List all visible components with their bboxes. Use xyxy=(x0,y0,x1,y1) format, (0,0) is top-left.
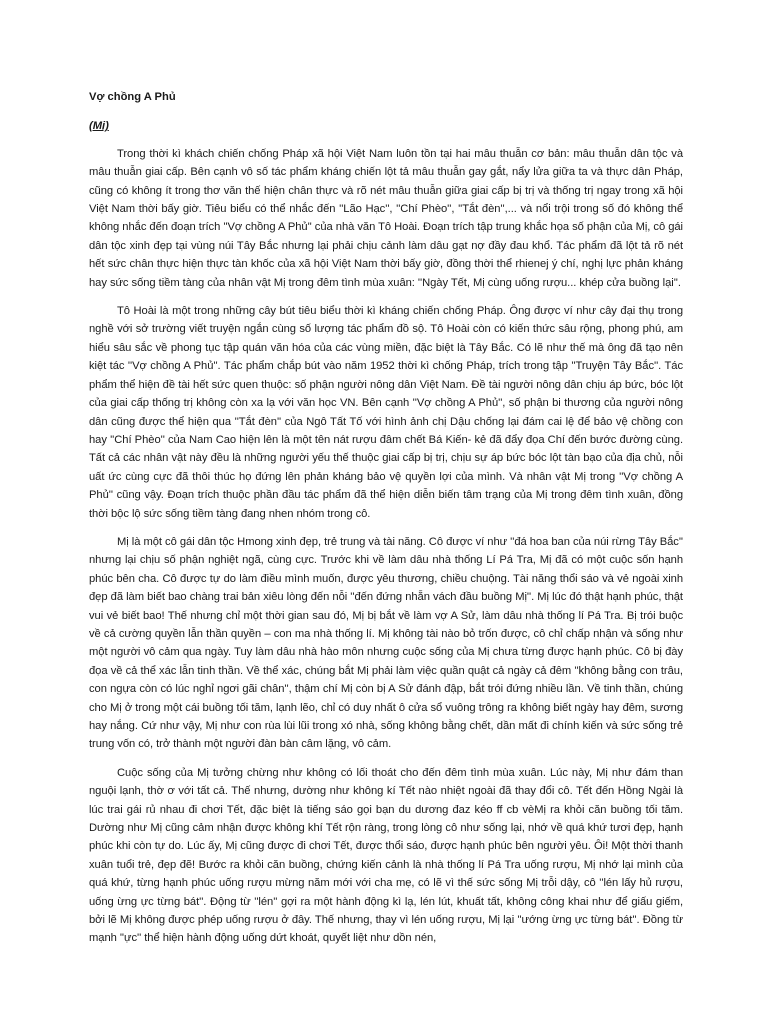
document-title: Vợ chồng A Phủ xyxy=(89,91,176,103)
paragraph-4: Cuộc sống của Mị tưởng chừng như không có lối thoát cho đến đêm tình mùa xuân. Lúc này, Mị như đám than nguội lạnh, thờ ơ với tất cả. Thế nhưng, dường như không kí Tết nào nhiệt ngoài đã thay đổi cô. Tết đến Hồng Ngài là lúc trai gái rủ nhau đi chơi Tết, đặc biệt là tiếng sáo gọi bạn du dương đaz kéo ff cb vèMị ra khỏi căn buồng tối tăm. Dường như Mị cũng cảm nhận được không khí Tết rộn ràng, trong lòng cô như sống lại, nhớ về quá khứ tươi đẹp, hạnh phúc khi còn tự do. Lúc ấy, Mị cũng được đi chơi Tết, được thổi sáo, được hạnh phúc bên người yêu. Ôi! Một thời thanh xuân tuổi trẻ, đẹp đẽ! Bước ra khỏi căn buồng, chứng kiến cảnh là nhà thống lí Pá Tra uống rượu, Mị nhớ lại mình của quá khứ, từng hạnh phúc uống rượu mừng năm mới với cha mẹ, có lẽ vì thế sức sống Mị trỗi dậy, cô ''lén lấy hủ rượu, uống ừng ực từng bát''. Động từ ''lén'' gợi ra một hành động kì lạ, lén lút, khuất tất, không công khai như để giấu giếm, bởi lẽ Mị không được phép uống rượu ở đây. Thế nhưng, thay vì lén uống rượu, Mị lại ''ướng ừng ực từng bát''. Đồng từ mạnh ''ực'' thể hiện hành động uống dứt khoát, quyết liệt như dồn nén, xyxy=(89,766,683,945)
document-subtitle: (Mị) xyxy=(89,120,109,133)
paragraph-2: Tô Hoài là một trong những cây bút tiêu biểu thời kì kháng chiến chống Pháp. Ông được ví như cây đại thụ trong nghề với sở trường viết truyện ngắn cùng số lượng tác phẩm đồ sộ. Tô Hoài còn có kiến thức sâu rộng, phong phú, am hiểu sâu sắc về phong tục tập quán văn hóa của các vùng miền, đặc biệt là Tây Bắc. Có lẽ như thế mà ông đã tạo nên kiệt tác ''Vợ chồng A Phủ''. Tác phẩm chắp bút vào năm 1952 thời kì chống Pháp, trích trong tập ''Truyện Tây Bắc''. Tác phẩm thể hiện đề tài hết sức quen thuộc: số phận người nông dân Việt Nam. Đề tài người nông dân chịu áp bức, bóc lột của giai cấp thống trị không còn xa lạ với văn học VN. Bên cạnh ''Vợ chồng A Phủ'', số phận bi thương của người nông dân cũng được thể hiện qua ''Tắt đèn'' của Ngô Tất Tố với hình ảnh chị Dậu chống lại đám cai lệ để bảo vệ chồng con hay ''Chí Phèo'' của Nam Cao hiện lên là một tên nát rượu đâm chết Bá Kiến- kẻ đã đẩy đọa Chí đến bước đường cùng. Tất cả các nhân vật này đều là những người yếu thế thuộc giai cấp bị trị, chịu sự áp bức bóc lột tàn bạo của địa chủ, nỗi uất ức cùng cực đã thôi thúc họ đứng lên phản kháng bảo vệ quyền lợi của mình. Và nhân vật Mị trong ''Vợ chồng A Phủ'' cũng vậy. Đoạn trích thuộc phần đầu tác phẩm đã thể hiện diễn biến tâm trạng của Mị trong đêm tình xuân, đồng thời bộc lộ sức sống tiềm tàng đang nhen nhóm trong cô. xyxy=(89,305,683,520)
paragraph-3: Mị là một cô gái dân tộc Hmong xinh đẹp, trẻ trung và tài năng. Cô được ví như ''đá hoa ban của núi rừng Tây Bắc'' nhưng lại chịu số phận nghiệt ngã, cùng cực. Trước khi về làm dâu nhà thống Lí Pá Tra, Mị đã có một cuộc sốn hạnh phúc bên cha. Cô được tự do làm điều mình muốn, được yêu thương, chiều chuộng. Tài năng thổi sáo và vẻ ngoài xinh đẹp đã làm biết bao chàng trai bản xiêu lòng đến nỗi ''đến đứng nhẵn vách đầu buồng Mị''. Mị lúc đó thật hạnh phúc, thật vui vẻ biết bao! Thế nhưng chỉ một thời gian sau đó, Mị bị bắt về làm vợ A Sử, làm dâu nhà thống lí Pá Tra. Bị trói buộc về cả cường quyền lẫn thần quyền – con ma nhà thống lí. Mị không tài nào bỏ trốn được, cô chỉ chấp nhận và sống như một người vô cảm qua ngày. Tuy làm dâu nhà hào môn nhưng cuộc sống của Mị chưa từng được hạnh phúc. Cô bị đày đọa về cả thể xác lẫn tinh thần. Về thể xác, chúng bắt Mị phải làm việc quần quật cả ngày cả đêm ''không bằng con trâu, con ngựa còn có lúc nghỉ ngơi gãi chân'', thậm chí Mị còn bị A Sử đánh đập, bắt trói đứng nhiều lần. Về tinh thần, chúng cho Mị ở trong một cái buồng tối tăm, lạnh lẽo, chỉ có duy nhất ô cửa sổ vuông trông ra không biết ngày hay đêm, sương hay nắng. Cứ như vậy, Mị như con rùa lùi lũi trong xó nhà, sống không bằng chết, dần mất đi chính kiến và sức sống trẻ trung vốn có, trở thành một người đàn bàn câm lặng, vô cảm. xyxy=(89,535,683,751)
document-page xyxy=(89,88,683,958)
paragraph-1: Trong thời kì khách chiến chống Pháp xã hội Việt Nam luôn tồn tại hai mâu thuẫn cơ bản: mâu thuẫn dân tộc và mâu thuẫn giai cấp. Bên cạnh vô số tác phẩm kháng chiến lột tả mâu thuẫn gay gắt, nẩy lửa giữa ta và thực dân Pháp, cũng có không ít trong thơ văn thế hiện chân thực và rõ nét mâu thuẫn giữa giai cấp bị trị và thống trị ngay trong xã hội Việt Nam thời bấy giờ. Tiêu biểu có thể nhắc đến ''Lão Hạc'', ''Chí Phèo'', ''Tắt đèn'',... và nổi trội trong số đó không thể không nhắc đến đoạn trích ''Vợ chồng A Phủ'' của nhà văn Tô Hoài. Đoạn trích tập trung khắc họa số phận của Mị, cô gái dân tộc xinh đẹp tại vùng núi Tây Bắc nhưng lại phải chịu cảnh làm dâu gạt nợ đầy đau khổ. Tác phẩm đã lột tả rõ nét hết sức chân thực hiện thực tàn khốc của xã hội Việt Nam thời bấy giờ, đồng thời thể rhienej ý chí, nghị lực phản kháng hay sức sống tiềm tàng của nhân vật Mị trong đêm tình mùa xuân: ''Ngày Tết, Mị cùng uống rượu... khép cửa buồng lại''. xyxy=(89,147,683,289)
